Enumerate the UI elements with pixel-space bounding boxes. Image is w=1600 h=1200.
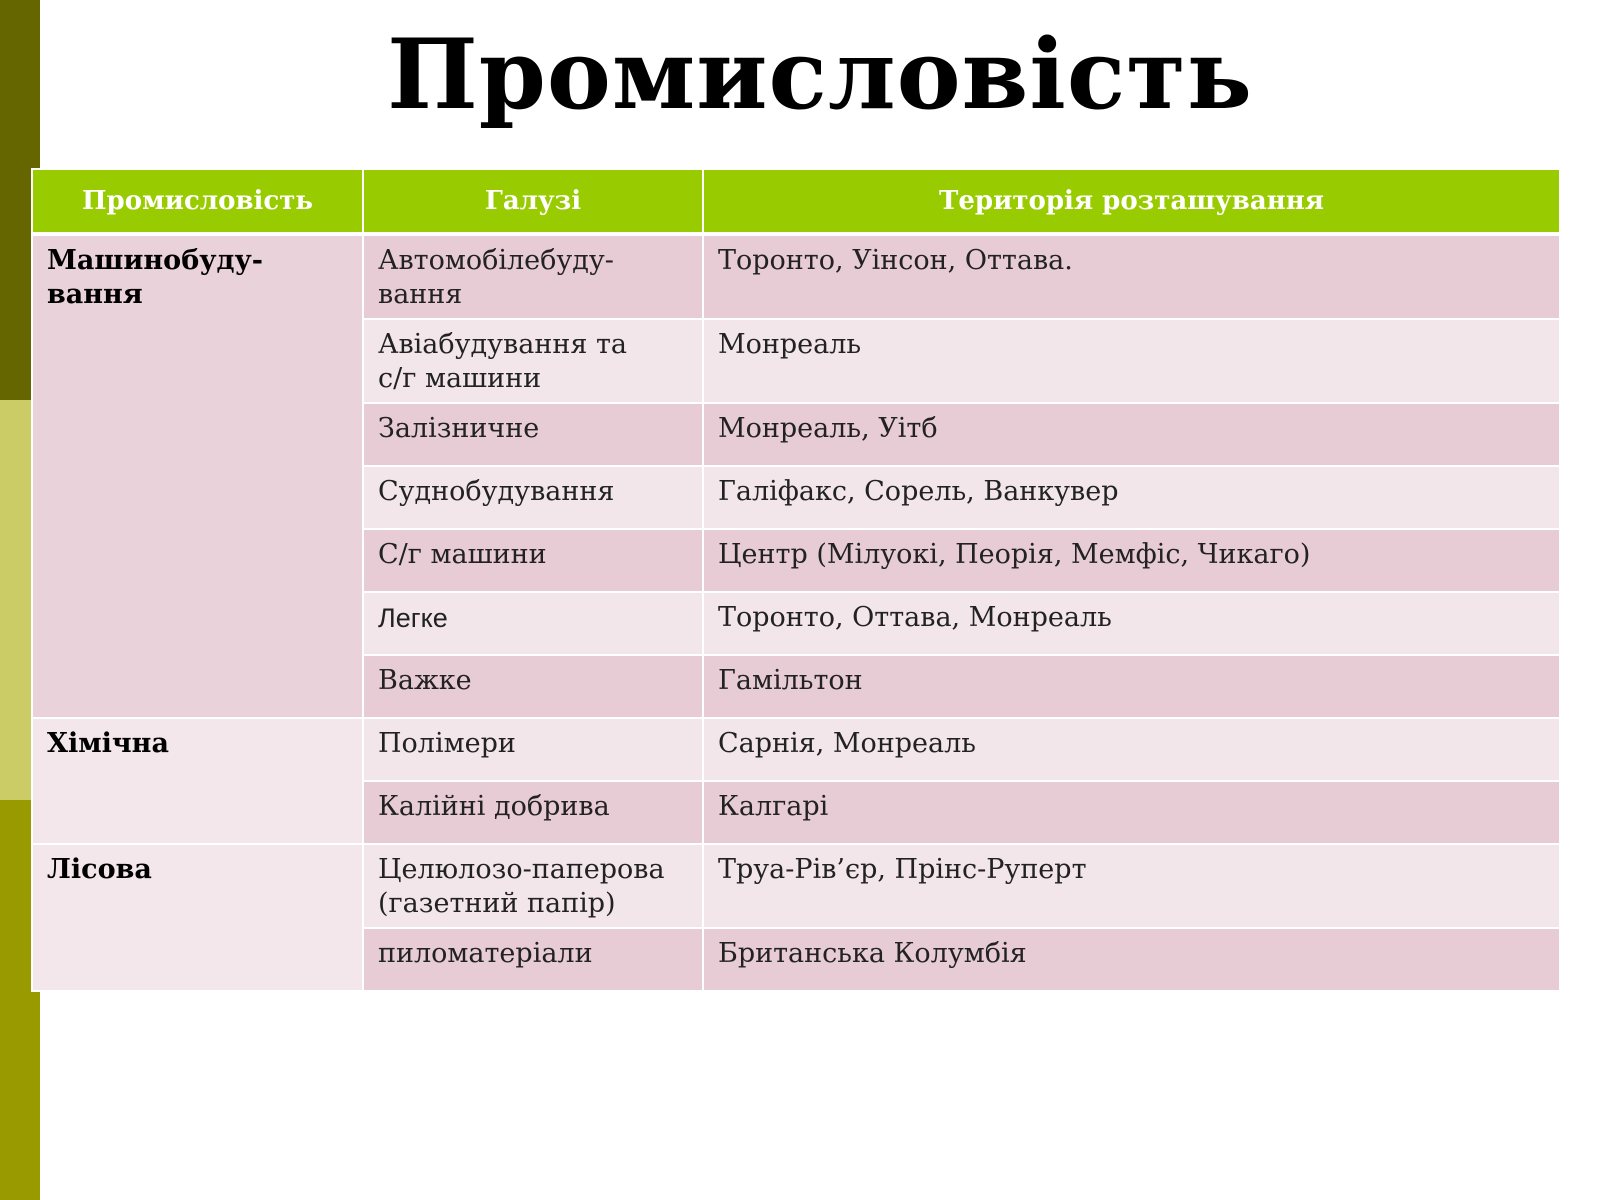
territory-cell: Британська Колумбія <box>703 928 1560 991</box>
branch-cell: Легке <box>363 592 703 655</box>
table-header-row <box>32 169 1560 234</box>
branch-cell: Целюлозо-паперова (газетний папір) <box>363 844 703 928</box>
territory-cell: Торонто, Оттава, Монреаль <box>703 592 1560 655</box>
header-branches: Галузі <box>363 169 703 234</box>
header-industry: Промисловість <box>32 169 363 234</box>
industry-cell-forestry: Лісова <box>32 844 363 991</box>
territory-cell: Галіфакс, Сорель, Ванкувер <box>703 466 1560 529</box>
territory-cell: Торонто, Уінсон, Оттава. <box>703 234 1560 319</box>
branch-cell: Полімери <box>363 718 703 781</box>
table-row <box>32 844 1560 928</box>
branch-cell: пиломатеріали <box>363 928 703 991</box>
table-row <box>32 718 1560 781</box>
branch-cell: Калійні добрива <box>363 781 703 844</box>
industry-cell-chemical: Хімічна <box>32 718 363 844</box>
industry-cell-machine-building: Машинобуду- вання <box>32 234 363 718</box>
branch-cell: Авіабудування та с/г машини <box>363 319 703 403</box>
branch-cell: С/г машини <box>363 529 703 592</box>
industry-table <box>31 168 1561 992</box>
territory-cell: Монреаль <box>703 319 1560 403</box>
table-row <box>32 234 1560 319</box>
territory-cell: Монреаль, Уітб <box>703 403 1560 466</box>
branch-cell: Автомобілебуду- вання <box>363 234 703 319</box>
territory-cell: Центр (Мілуокі, Пеорія, Мемфіс, Чикаго) <box>703 529 1560 592</box>
branch-cell: Залізничне <box>363 403 703 466</box>
slide-title: Промисловість <box>387 18 1253 131</box>
territory-cell: Калгарі <box>703 781 1560 844</box>
territory-cell: Труа-Рів’єр, Прінс-Руперт <box>703 844 1560 928</box>
territory-cell: Сарнія, Монреаль <box>703 718 1560 781</box>
header-territory: Територія розташування <box>703 169 1560 234</box>
branch-cell: Суднобудування <box>363 466 703 529</box>
territory-cell: Гамільтон <box>703 655 1560 718</box>
branch-cell: Важке <box>363 655 703 718</box>
